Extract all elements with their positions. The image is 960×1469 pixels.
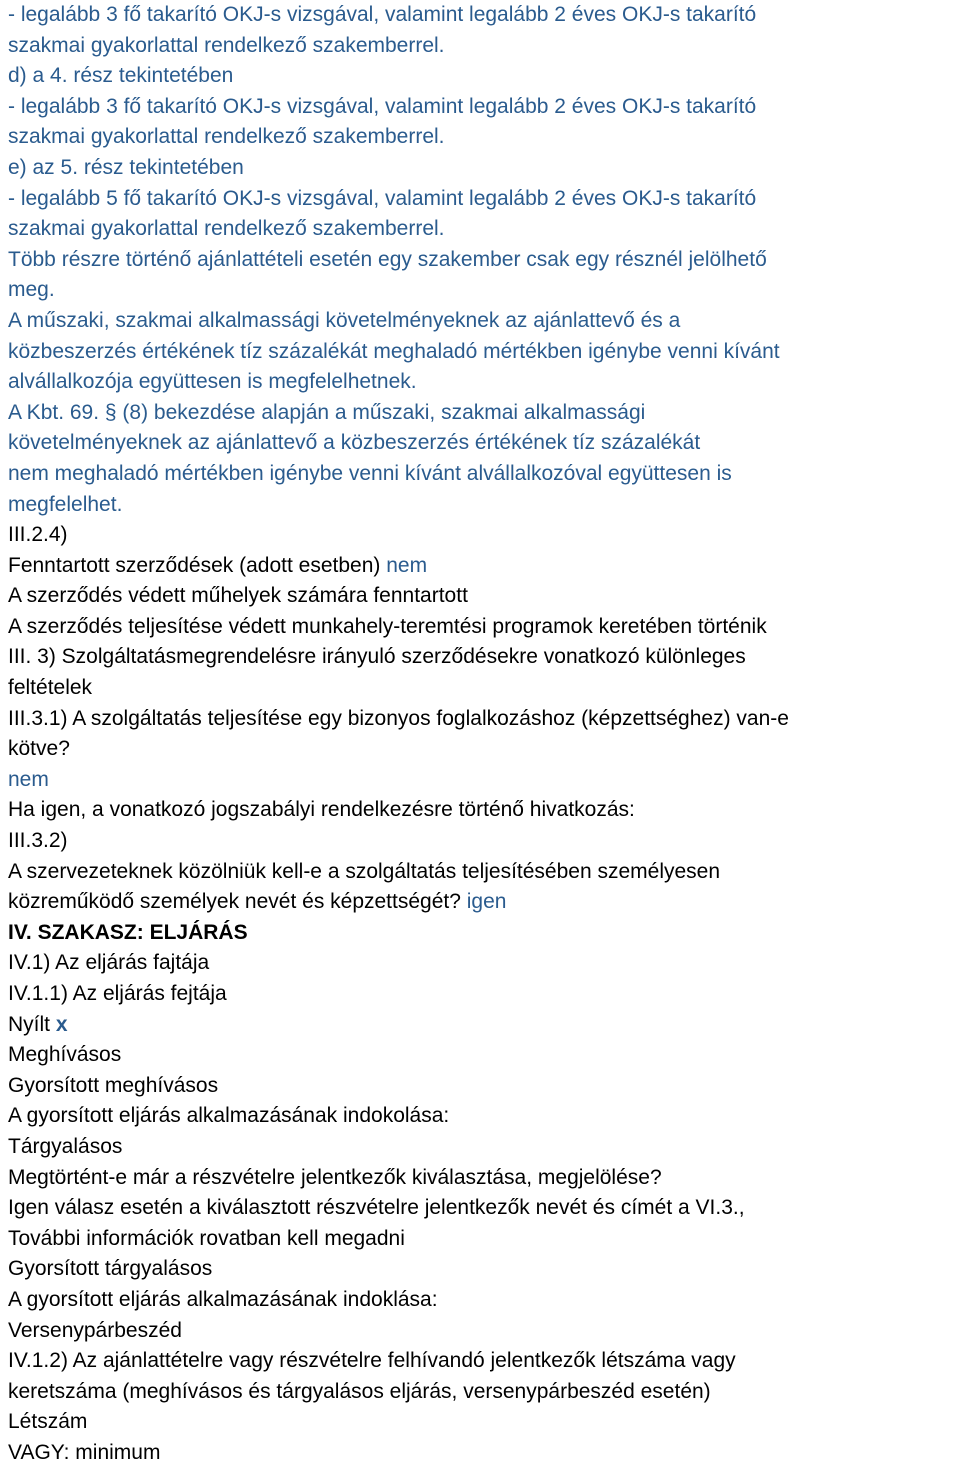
field-value-text: nem meghaladó mértékben igénybe venni kívánt alvállalkozóval együttesen is [8,461,732,485]
label-text: A gyorsított eljárás alkalmazásának indokolása: [8,1104,450,1128]
label-text: További információk rovatban kell megadni [8,1226,405,1250]
document-line [8,428,958,459]
document-line [8,1254,958,1285]
label-text: Ha igen, a vonatkozó jogszabályi rendelkezésre történő hivatkozás: [8,798,635,822]
label-text: Gyorsított tárgyalásos [8,1257,213,1281]
document-line [8,887,958,918]
field-value-text: A Kbt. 69. § (8) bekezdése alapján a műszaki, szakmai alkalmassági [8,400,646,424]
field-value-text: igen [466,890,507,914]
document-line [8,1071,958,1102]
label-text: A szerződés teljesítése védett munkahely-teremtési programok keretében történik [8,614,767,638]
document-line [8,612,958,643]
label-text: III.2.4) [8,523,68,547]
document-line [8,214,958,245]
document-line [8,1285,958,1316]
field-value-text: megfelelhet. [8,492,123,516]
label-text: Létszám [8,1410,88,1434]
document-line [8,673,958,704]
label-text: IV.1.2) Az ajánlattételre vagy részvételre felhívandó jelentkezők létszáma vagy [8,1349,736,1373]
label-text: Gyorsított meghívásos [8,1073,219,1097]
label-text: Versenypárbeszéd [8,1318,182,1342]
document-line [8,245,958,276]
label-text: IV.1.1) Az eljárás fejtája [8,982,227,1005]
document-line [8,704,958,735]
label-text: A szervezeteknek közölniük kell-e a szolgáltatás teljesítésében személyesen [8,859,721,883]
document-line [8,1163,958,1194]
field-value-text: meg. [8,278,55,302]
field-value-text: d) a 4. rész tekintetében [8,64,234,88]
document-line [8,1224,958,1255]
document-line [8,1407,958,1438]
document-line [8,795,958,826]
document-line [8,92,958,123]
document-line [8,1438,958,1469]
label-text: III. 3) Szolgáltatásmegrendelésre irányuló szerződésekre vonatkozó különleges [8,645,746,669]
document-line [8,61,958,92]
label-text: Fenntartott szerződések (adott esetben) [8,553,387,577]
document-line [8,765,958,796]
label-text: keretszáma (meghívásos és tárgyalásos eljárás, versenypárbeszéd esetén) [8,1379,711,1403]
document-body [8,0,958,1469]
document-line [8,459,958,490]
document-line [8,184,958,215]
field-value-text: szakmai gyakorlattal rendelkező szakemberrel. [8,217,445,241]
field-value-text: követelményeknek az ajánlattevő a közbeszerzés értékének tíz százalékát [8,431,701,455]
label-text: A szerződés védett műhelyek számára fenntartott [8,584,468,608]
label-text: III.3.2) [8,829,68,853]
document-line [8,551,958,582]
label-text: VAGY: minimum [8,1440,161,1464]
document-line [8,1132,958,1163]
document-line [8,948,958,979]
label-text: Nyílt [8,1012,56,1036]
label-text: Igen válasz esetén a kiválasztott részvételre jelentkezők nevét és címét a VI.3., [8,1196,745,1220]
document-line [8,1193,958,1224]
document-line [8,275,958,306]
document-line [8,520,958,551]
document-line [8,826,958,857]
field-value-text: - legalább 3 fő takarító OKJ-s vizsgával, valamint legalább 2 éves OKJ-s takarító [8,3,757,26]
field-value-text: nem [8,767,49,791]
field-value-text: e) az 5. rész tekintetében [8,155,244,179]
field-value-text: Több részre történő ajánlattételi esetén egy szakember csak egy résznél jelölhető [8,247,767,271]
document-line [8,490,958,521]
field-value-text: - legalább 3 fő takarító OKJ-s vizsgával, valamint legalább 2 éves OKJ-s takarító [8,94,757,118]
document-line [8,979,958,1010]
document-line [8,398,958,429]
document-line [8,1316,958,1347]
field-value-text: szakmai gyakorlattal rendelkező szakemberrel. [8,33,445,57]
document-line [8,857,958,888]
label-text: Megtörtént-e már a részvételre jelentkezők kiválasztása, megjelölése? [8,1165,662,1189]
document-line [8,1010,958,1041]
label-text: Tárgyalásos [8,1134,123,1158]
label-text: feltételek [8,676,93,700]
field-value-text: nem [386,553,428,577]
label-text: Meghívásos [8,1043,122,1067]
label-text: közreműködő személyek nevét és képzettségét? [8,890,467,914]
field-value-text: - legalább 5 fő takarító OKJ-s vizsgával, valamint legalább 2 éves OKJ-s takarító [8,186,757,210]
label-text: IV. SZAKASZ: ELJÁRÁS [8,920,248,944]
document-line [8,1040,958,1071]
document-line [8,1101,958,1132]
document-line [8,0,958,31]
label-text: III.3.1) A szolgáltatás teljesítése egy bizonyos foglalkozáshoz (képzettséghez) van-e [8,706,789,730]
document-line [8,642,958,673]
label-text: IV.1) Az eljárás fajtája [8,951,210,975]
document-line [8,1377,958,1408]
document-line [8,734,958,765]
document-line [8,337,958,368]
field-value-text: A műszaki, szakmai alkalmassági követelményeknek az ajánlattevő és a [8,308,681,332]
field-value-text: alvállalkozója együttesen is megfelelhetnek. [8,370,417,394]
document-line [8,1346,958,1377]
document-line [8,122,958,153]
document-line [8,153,958,184]
field-value-text: szakmai gyakorlattal rendelkező szakemberrel. [8,125,445,149]
document-line [8,306,958,337]
document-line [8,581,958,612]
document-line [8,918,958,949]
document-line [8,31,958,62]
label-text: A gyorsított eljárás alkalmazásának indoklása: [8,1287,438,1311]
document-line [8,367,958,398]
field-value-text: x [55,1012,68,1036]
field-value-text: közbeszerzés értékének tíz százalékát meghaladó mértékben igénybe venni kívánt [8,339,780,363]
label-text: kötve? [8,737,70,761]
